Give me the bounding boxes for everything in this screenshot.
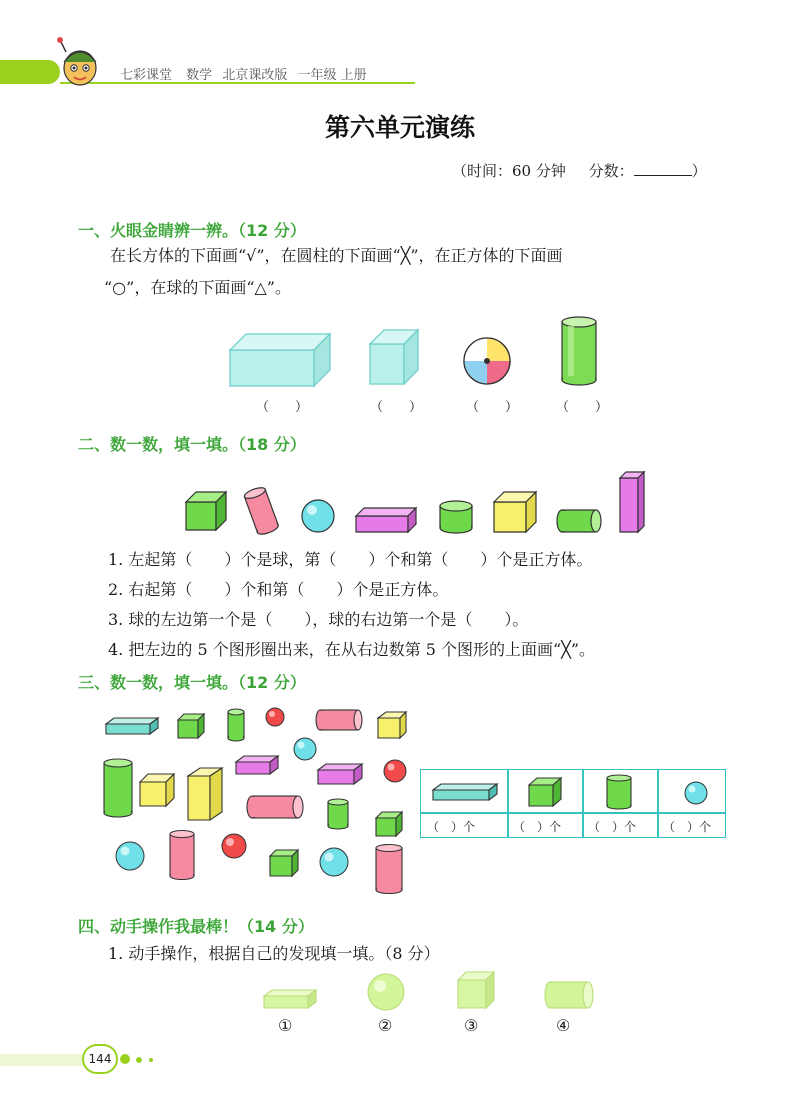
table-cylinder-icon bbox=[605, 774, 633, 810]
scatter-cuboid-magenta-2 bbox=[316, 762, 364, 786]
scatter-cylinder-pink-1 bbox=[168, 830, 196, 880]
row-cylinder-green bbox=[438, 500, 474, 534]
time-score-line bbox=[452, 160, 707, 181]
mascot-icon bbox=[56, 38, 104, 90]
section4-heading: 四、动手操作我最棒！（14 分） bbox=[78, 917, 314, 936]
cube-shape bbox=[368, 328, 420, 386]
op-cylinder-shape bbox=[544, 980, 594, 1010]
op-sphere-shape bbox=[366, 972, 406, 1012]
answer-paren-1[interactable]: （ ） bbox=[256, 400, 309, 415]
scatter-cube-green-2 bbox=[374, 810, 404, 838]
section2-heading: 二、数一数，填一填。（18 分） bbox=[78, 435, 306, 454]
section3-heading: 三、数一数，填一填。（12 分） bbox=[78, 673, 306, 692]
meta-close: ） bbox=[691, 162, 707, 180]
op-label-2: ② bbox=[378, 1016, 393, 1035]
scatter-sphere-cyan-2 bbox=[114, 840, 146, 872]
cylinder-shape bbox=[560, 316, 598, 386]
header-series: 七彩课堂 bbox=[120, 68, 173, 83]
table-cube-icon bbox=[527, 776, 563, 808]
scatter-cube-yellow-1 bbox=[376, 710, 408, 740]
row-cuboid-tall-magenta bbox=[618, 470, 646, 534]
answer-paren-3[interactable]: （ ） bbox=[466, 400, 519, 415]
header-text bbox=[120, 64, 367, 83]
score-label: 分数： bbox=[588, 162, 634, 180]
table-sphere-icon bbox=[683, 780, 709, 806]
section2-question-2: 2. 右起第（ ）个和第（ ）个是正方体。 bbox=[108, 580, 449, 599]
page-number: 144 bbox=[82, 1044, 118, 1074]
section4-question-1: 1. 动手操作，根据自己的发现填一填。（8 分） bbox=[108, 944, 440, 963]
table-cuboid-icon bbox=[431, 782, 499, 802]
row-cube-green bbox=[184, 490, 228, 532]
footer-dot bbox=[120, 1054, 130, 1064]
row-cube-yellow bbox=[492, 490, 538, 534]
scatter-cube-green-1 bbox=[176, 712, 206, 740]
row-cylinder-pink-tilted bbox=[244, 486, 278, 534]
counting-table bbox=[420, 769, 726, 838]
scatter-cylinder-pink-2 bbox=[374, 844, 404, 894]
scatter-cylinder-green-2 bbox=[326, 798, 350, 830]
scatter-cuboid-teal-1 bbox=[104, 716, 160, 736]
section2-question-3: 3. 球的左边第一个是（ ），球的右边第一个是（ ）。 bbox=[108, 610, 529, 629]
header-subject: 数学 bbox=[186, 68, 213, 83]
op-cuboid-shape bbox=[262, 988, 318, 1010]
op-label-4: ④ bbox=[556, 1016, 571, 1035]
scatter-sphere-red-1 bbox=[264, 706, 286, 728]
count-cube[interactable]: （ ）个 bbox=[513, 820, 562, 834]
row-cuboid-magenta bbox=[354, 506, 418, 534]
scatter-sphere-cyan-3 bbox=[318, 846, 350, 878]
scatter-cylinder-green-tall bbox=[102, 758, 134, 818]
row-sphere-cyan bbox=[300, 498, 336, 534]
scatter-cube-green-3 bbox=[268, 848, 300, 878]
cuboid-shape bbox=[228, 332, 332, 388]
scatter-cuboid-magenta-1 bbox=[234, 754, 280, 776]
count-sphere[interactable]: （ ）个 bbox=[663, 820, 712, 834]
scatter-sphere-red-3 bbox=[220, 832, 248, 860]
count-cuboid[interactable]: （ ）个 bbox=[427, 820, 476, 834]
footer-dot bbox=[136, 1057, 142, 1063]
scatter-cylinder-lying-pink-2 bbox=[246, 794, 304, 820]
header-edition: 北京课改版 bbox=[222, 68, 288, 83]
scatter-cylinder-lying-pink bbox=[314, 708, 364, 732]
scatter-cylinder-green-1 bbox=[226, 708, 246, 742]
section2-question-4: 4. 把左边的 5 个图形圈出来，在从右边数第 5 个图形的上面画“╳”。 bbox=[108, 640, 596, 659]
header-band bbox=[0, 60, 60, 84]
section2-question-1: 1. 左起第（ ）个是球，第（ ）个和第（ ）个是正方体。 bbox=[108, 550, 593, 569]
table-divider bbox=[657, 770, 659, 837]
table-divider bbox=[582, 770, 584, 837]
section1-heading: 一、火眼金睛辨一辨。（12 分） bbox=[78, 221, 306, 240]
scatter-cuboid-yellow-tall bbox=[186, 766, 224, 822]
op-label-3: ③ bbox=[464, 1016, 479, 1035]
op-label-1: ① bbox=[278, 1016, 293, 1035]
scatter-sphere-cyan-1 bbox=[292, 736, 318, 762]
table-row-divider bbox=[421, 812, 725, 814]
header-grade: 一年级 上册 bbox=[297, 68, 367, 83]
section1-line2: “○”，在球的下面画“△”。 bbox=[104, 278, 291, 297]
answer-paren-4[interactable]: （ ） bbox=[556, 400, 609, 415]
answer-paren-2[interactable]: （ ） bbox=[370, 400, 423, 415]
beach-ball-shape bbox=[462, 336, 512, 386]
scatter-sphere-red-2 bbox=[382, 758, 408, 784]
table-divider bbox=[507, 770, 509, 837]
footer-band bbox=[0, 1054, 86, 1066]
op-cube-shape bbox=[456, 970, 496, 1010]
time-label: （时间：60 分钟 bbox=[452, 162, 566, 180]
section1-line1: 在长方体的下面画“√”，在圆柱的下面画“╳”，在正方体的下面画 bbox=[110, 246, 563, 265]
score-blank[interactable] bbox=[634, 162, 692, 176]
page-title: 第六单元演练 bbox=[324, 113, 475, 142]
count-cylinder[interactable]: （ ）个 bbox=[588, 820, 637, 834]
scatter-cube-yellow-2 bbox=[138, 772, 176, 808]
footer-dot bbox=[149, 1058, 153, 1062]
row-cylinder-lying-green bbox=[556, 508, 602, 534]
